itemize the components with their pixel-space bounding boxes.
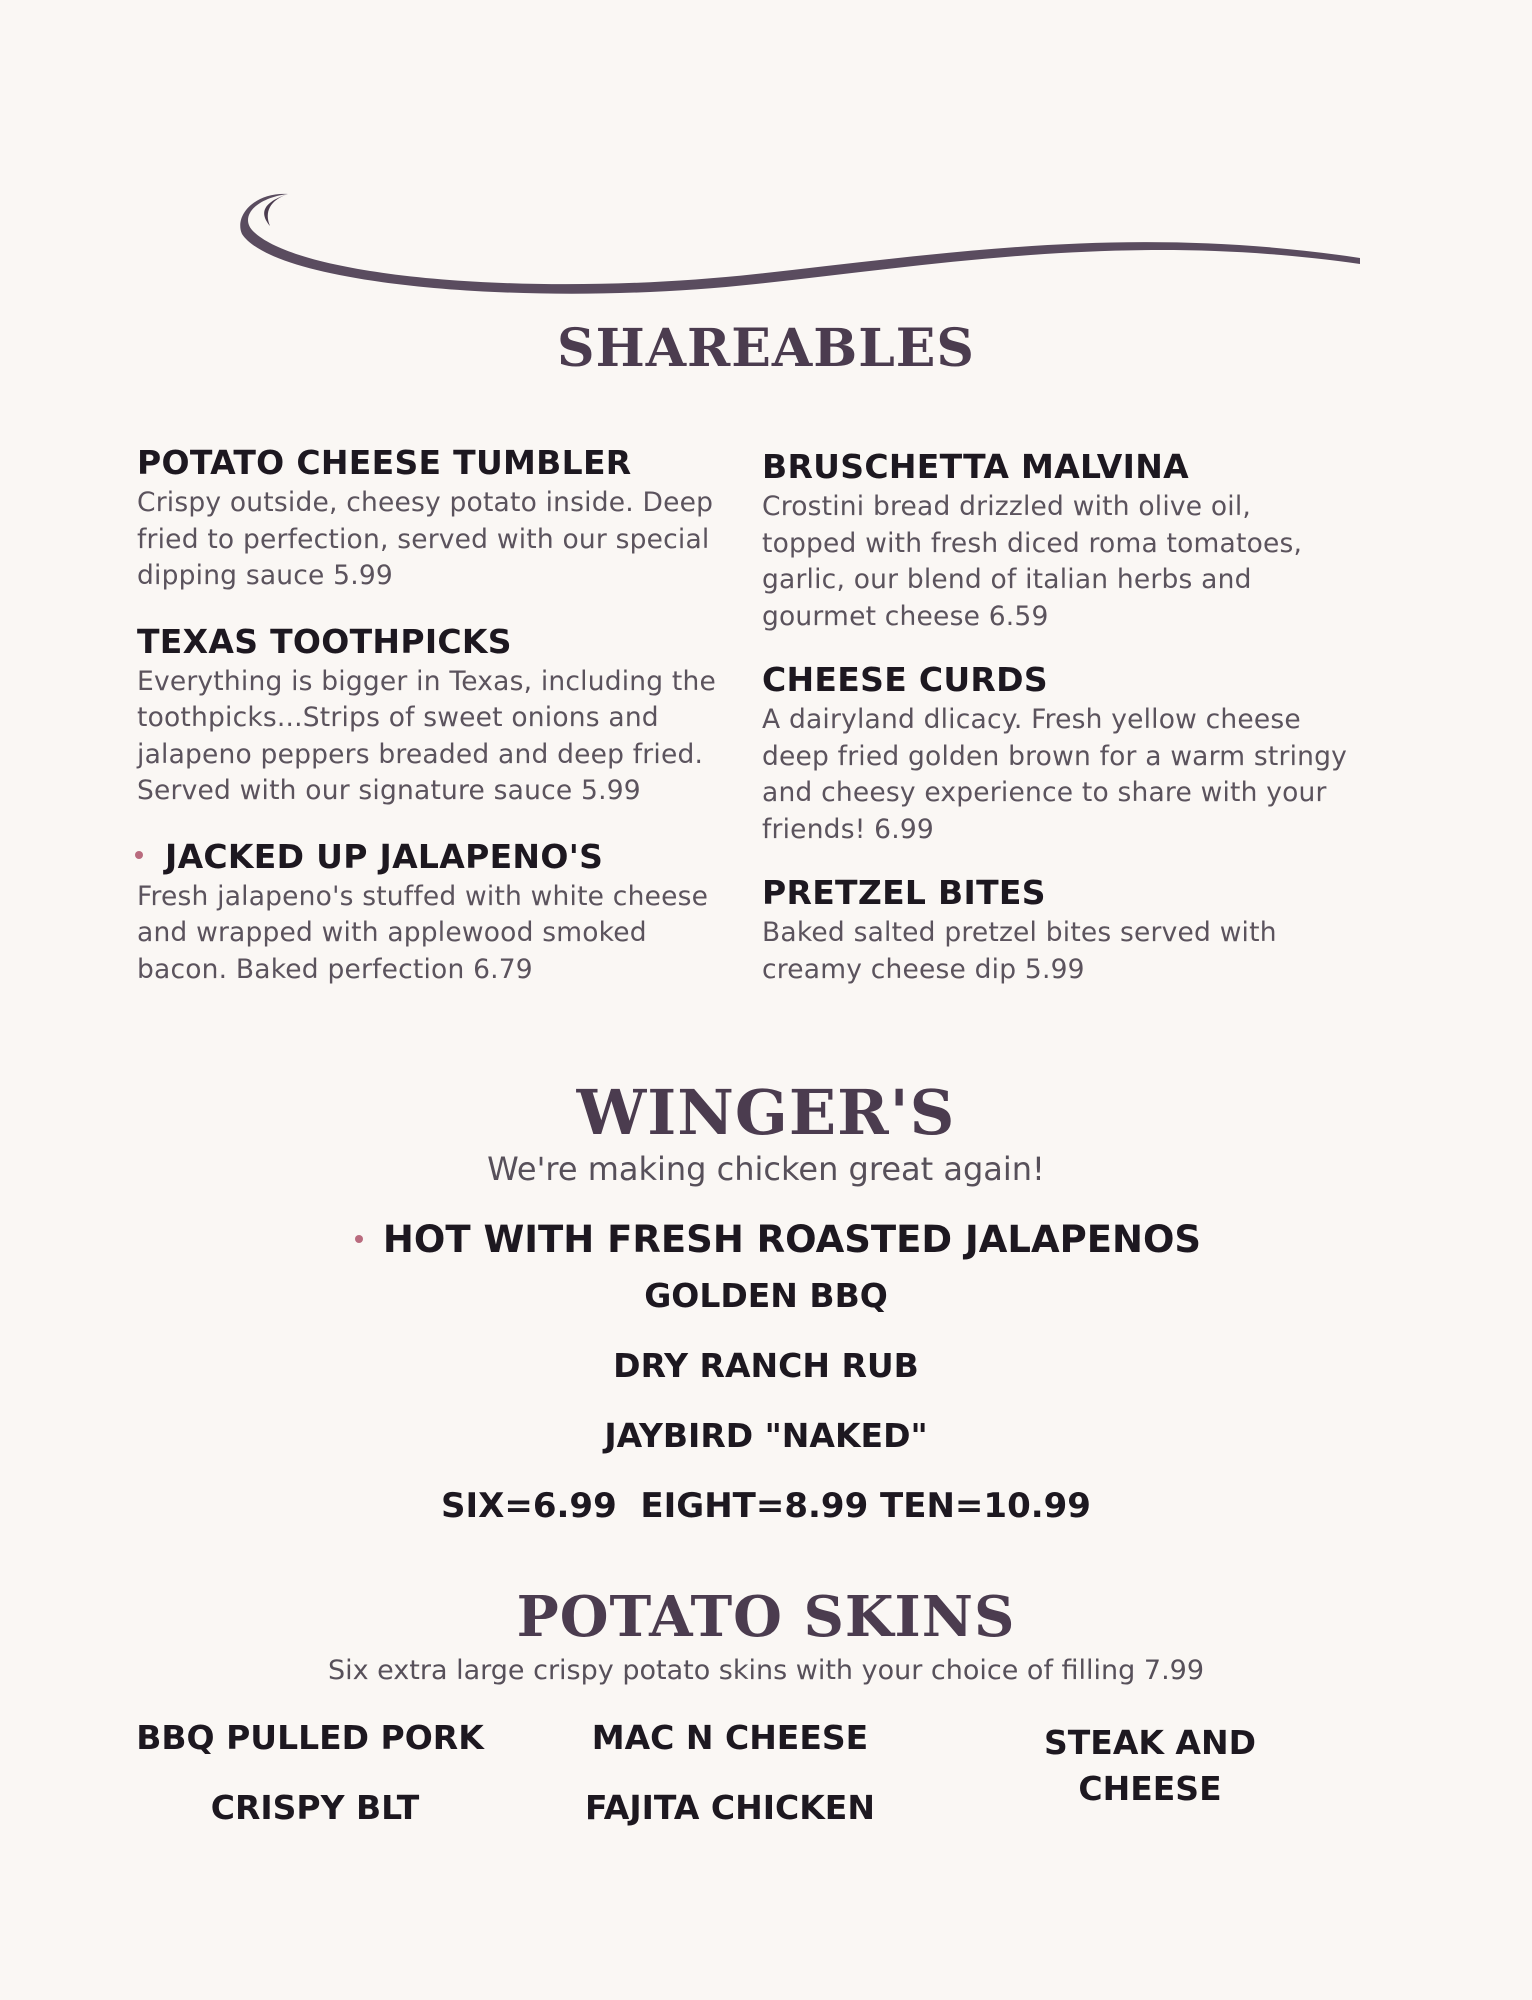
menu-item [137, 622, 727, 810]
item-name: PRETZEL BITES [762, 873, 1046, 912]
flavor-item [0, 1218, 1532, 1261]
item-description: A dairyland dlicacy. Fresh yellow cheese deep fried golden brown for a warm stringy and cheesy experience to share with your friends! 6.99 [762, 704, 1348, 845]
filling-option: BBQ PULLED PORK [136, 1718, 484, 1757]
wingers-tagline: We're making chicken great again! [487, 1150, 1045, 1188]
filling-option: MAC N CHEESE [591, 1718, 869, 1757]
menu-item [137, 443, 727, 595]
shareables-right-column [762, 447, 1352, 988]
menu-item [762, 873, 1352, 988]
filling-option: FAJITA CHICKEN [585, 1788, 875, 1827]
menu-item [762, 447, 1352, 635]
spicy-bullet-icon [135, 851, 143, 859]
item-name: TEXAS TOOTHPICKS [137, 621, 512, 661]
menu-item [137, 837, 727, 989]
item-name-row [127, 837, 727, 877]
flavor-item: GOLDEN BBQ [644, 1276, 888, 1315]
item-description: Everything is bigger in Texas, including the toothpicks...Strips of sweet onions and jalapeno peppers breaded and deep fried. Served with our signature sauce 5.99 [137, 665, 717, 806]
item-description: Baked salted pretzel bites served with creamy cheese dip 5.99 [762, 917, 1277, 985]
shareables-title: SHAREABLES [557, 318, 975, 379]
potato-skins-title: POTATO SKINS [516, 1584, 1016, 1650]
wingers-title: WINGER'S [576, 1076, 956, 1149]
spicy-bullet-icon [355, 1235, 363, 1243]
item-description: Crispy outside, cheesy potato inside. Deep fried to perfection, served with our special dipping sauce 5.99 [137, 487, 714, 591]
potato-skins-tagline: Six extra large crispy potato skins with your choice of filling 7.99 [327, 1655, 1205, 1686]
menu-item [762, 660, 1352, 848]
filling-option: CRISPY BLT [210, 1788, 420, 1827]
shareables-left-column [137, 443, 727, 988]
item-description: Crostini bread drizzled with olive oil, topped with fresh diced roma tomatoes, garlic, our blend of italian herbs and gourmet cheese 6.59 [762, 491, 1303, 632]
item-description: Fresh jalapeno's stuffed with white cheese and wrapped with applewood smoked bacon. Baked perfection 6.79 [137, 880, 709, 985]
item-name: BRUSCHETTA MALVINA [762, 447, 1189, 486]
item-name: CHEESE CURDS [762, 660, 1048, 699]
flavor-item: JAYBIRD "NAKED" [604, 1416, 928, 1455]
flavor-item: DRY RANCH RUB [613, 1346, 919, 1385]
swoosh-ornament-icon [236, 186, 1360, 306]
flavor-label: HOT WITH FRESH ROASTED JALAPENOS [382, 1218, 1202, 1261]
item-name: POTATO CHEESE TUMBLER [137, 443, 632, 482]
item-name: JACKED UP JALAPENO'S [165, 836, 604, 876]
wing-prices: SIX=6.99 EIGHT=8.99 TEN=10.99 [441, 1486, 1091, 1526]
filling-option: STEAK AND CHEESE [1044, 1723, 1256, 1808]
